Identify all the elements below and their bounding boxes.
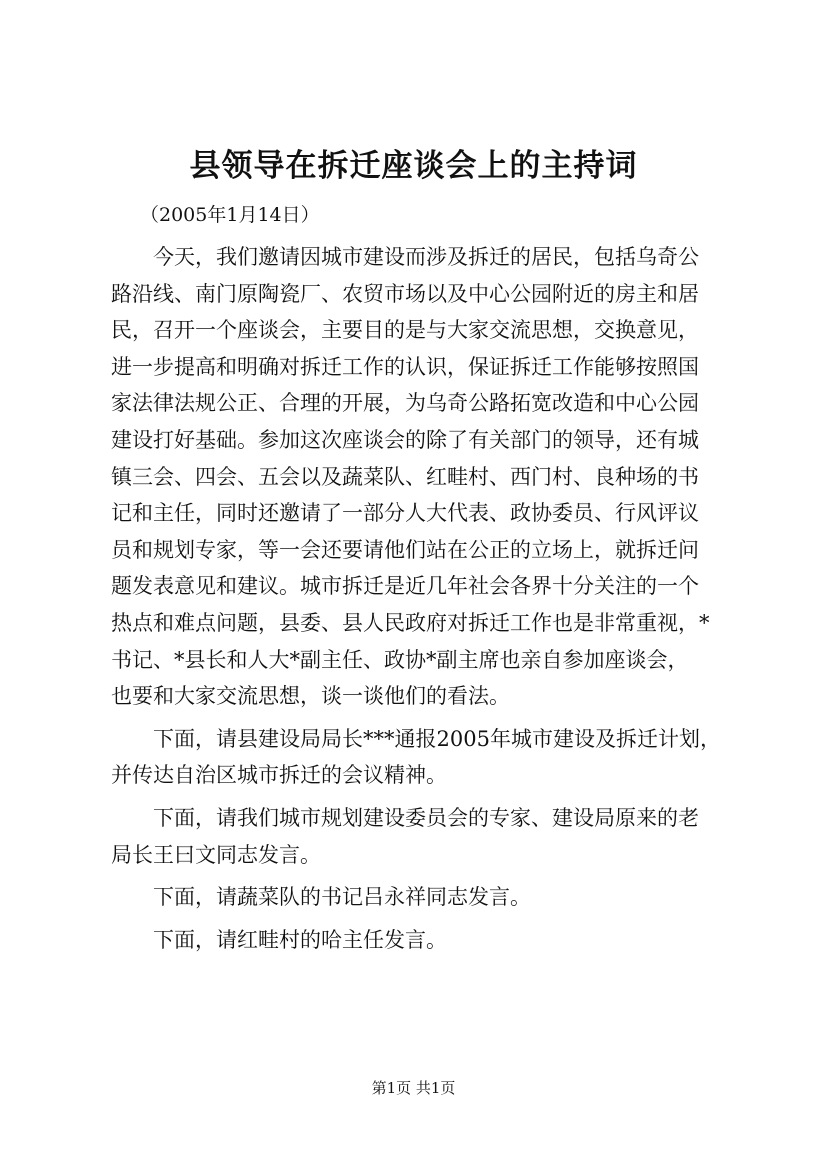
paragraph-line: 热点和难点问题，县委、县人民政府对拆迁工作也是非常重视，* (111, 610, 710, 635)
paragraph-2 (111, 721, 743, 794)
paragraph-line: 局长王曰文同志发言。 (111, 842, 321, 867)
paragraph-line: 民，召开一个座谈会，主要目的是与大家交流思想，交换意见， (111, 318, 699, 343)
paragraph-line: 并传达自治区城市拆迁的会议精神。 (111, 763, 447, 788)
paragraph-line: 书记、*县长和人大*副主任、政协*副主席也亲自参加座谈会， (111, 647, 689, 672)
paragraph-line: 员和规划专家，等一会还要请他们站在公正的立场上，就拆迁问 (111, 537, 699, 562)
paragraph-line: 下面，请红畦村的哈主任发言。 (153, 927, 447, 952)
paragraph-line: 下面，请蔬菜队的书记吕永祥同志发言。 (153, 885, 531, 910)
document-body (111, 239, 743, 958)
paragraph-line: 下面，请县建设局局长***通报2005年城市建设及拆迁计划， (153, 726, 721, 751)
paragraph-3 (111, 800, 743, 873)
paragraph-line: 家法律法规公正、合理的开展，为乌奇公路拓宽改造和中心公园 (111, 391, 699, 416)
paragraph-line: 路沿线、南门原陶瓷厂、农贸市场以及中心公园附近的房主和居 (111, 281, 699, 306)
paragraph-line: 镇三会、四会、五会以及蔬菜队、红畦村、西门村、良种场的书 (111, 464, 699, 489)
document-date: （2005年1月14日） (140, 204, 320, 226)
document-title: 县领导在拆迁座谈会上的主持词 (189, 148, 638, 184)
paragraph-line: 建设打好基础。参加这次座谈会的除了有关部门的领导，还有城 (111, 427, 699, 452)
page-footer: 第1页 共1页 (371, 1079, 456, 1097)
paragraph-line: 今天，我们邀请因城市建设而涉及拆迁的居民，包括乌奇公 (153, 245, 699, 269)
paragraph-line: 记和主任，同时还邀请了一部分人大代表、政协委员、行风评议 (111, 501, 699, 526)
paragraph-1 (111, 239, 743, 715)
paragraph-line: 也要和大家交流思想，谈一谈他们的看法。 (111, 684, 510, 709)
paragraph-line: 题发表意见和建议。城市拆迁是近几年社会各界十分关注的一个 (111, 574, 699, 599)
paragraph-line: 下面，请我们城市规划建设委员会的专家、建设局原来的老 (153, 805, 699, 830)
paragraph-4 (111, 879, 743, 916)
paragraph-line: 进一步提高和明确对拆迁工作的认识，保证拆迁工作能够按照国 (111, 354, 699, 379)
paragraph-5 (111, 922, 743, 959)
